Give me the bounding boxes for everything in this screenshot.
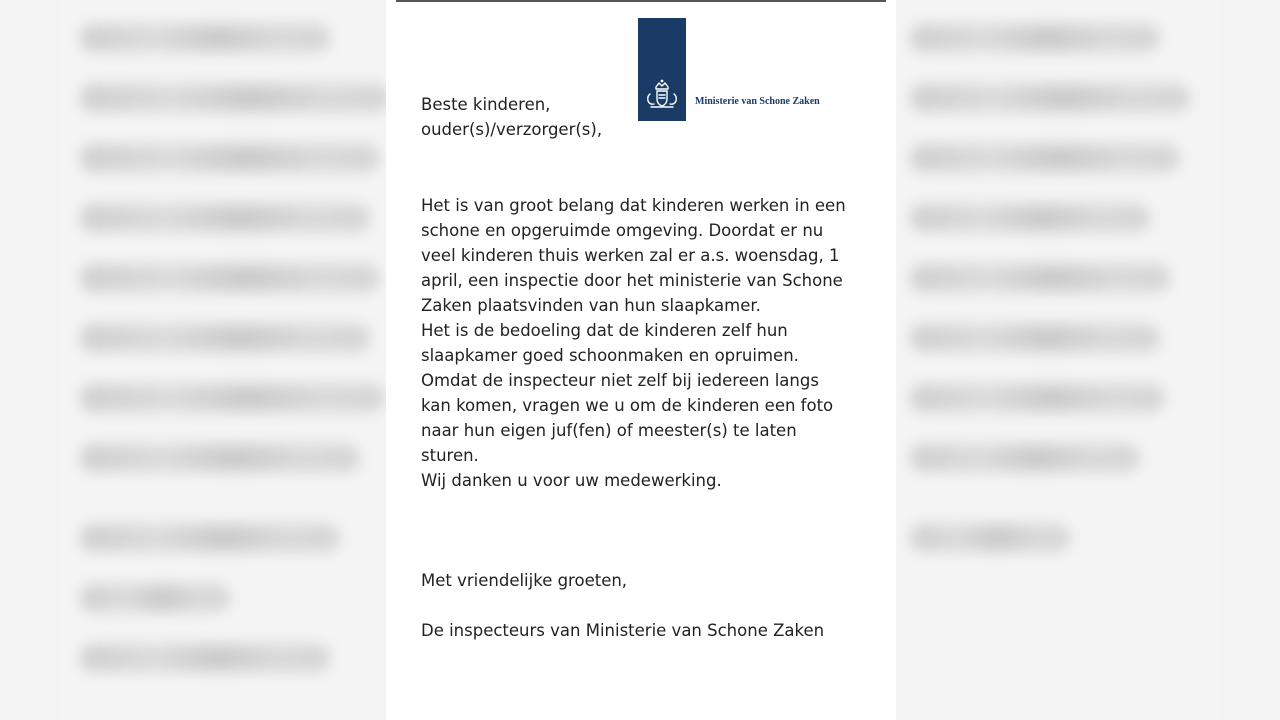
body-line: slaapkamer goed schoonmaken en opruimen. <box>421 346 799 365</box>
body-line: Het is van groot belang dat kinderen werken in een <box>421 196 846 215</box>
letter-page <box>386 0 896 720</box>
coat-of-arms-icon <box>642 76 682 116</box>
body-line: Het is de bedoeling dat de kinderen zelf hun <box>421 321 788 340</box>
top-divider <box>396 0 886 2</box>
body-line: Omdat de inspecteur niet zelf bij iedereen langs <box>421 371 819 390</box>
body-line: schone en opgeruimde omgeving. Doordat er nu <box>421 221 824 240</box>
ministry-name: Ministerie van Schone Zaken <box>695 96 820 107</box>
body-line: Zaken plaatsvinden van hun slaapkamer. <box>421 296 761 315</box>
salutation <box>421 92 602 142</box>
closing: Met vriendelijke groeten, <box>421 571 628 590</box>
ministry-logo-block <box>638 18 686 121</box>
body-line: april, een inspectie door het ministerie van Schone <box>421 271 843 290</box>
body-line: naar hun eigen juf(fen) of meester(s) te laten <box>421 421 797 440</box>
salutation-line: ouder(s)/verzorger(s), <box>421 120 603 139</box>
body-line: Wij danken u voor uw medewerking. <box>421 471 722 490</box>
letter-body <box>421 193 846 493</box>
salutation-line: Beste kinderen, <box>421 95 551 114</box>
body-line: kan komen, vragen we u om de kinderen een foto <box>421 396 834 415</box>
body-line: veel kinderen thuis werken zal er a.s. woensdag, 1 <box>421 246 840 265</box>
signature: De inspecteurs van Ministerie van Schone Zaken <box>421 621 825 640</box>
body-line: sturen. <box>421 446 479 465</box>
